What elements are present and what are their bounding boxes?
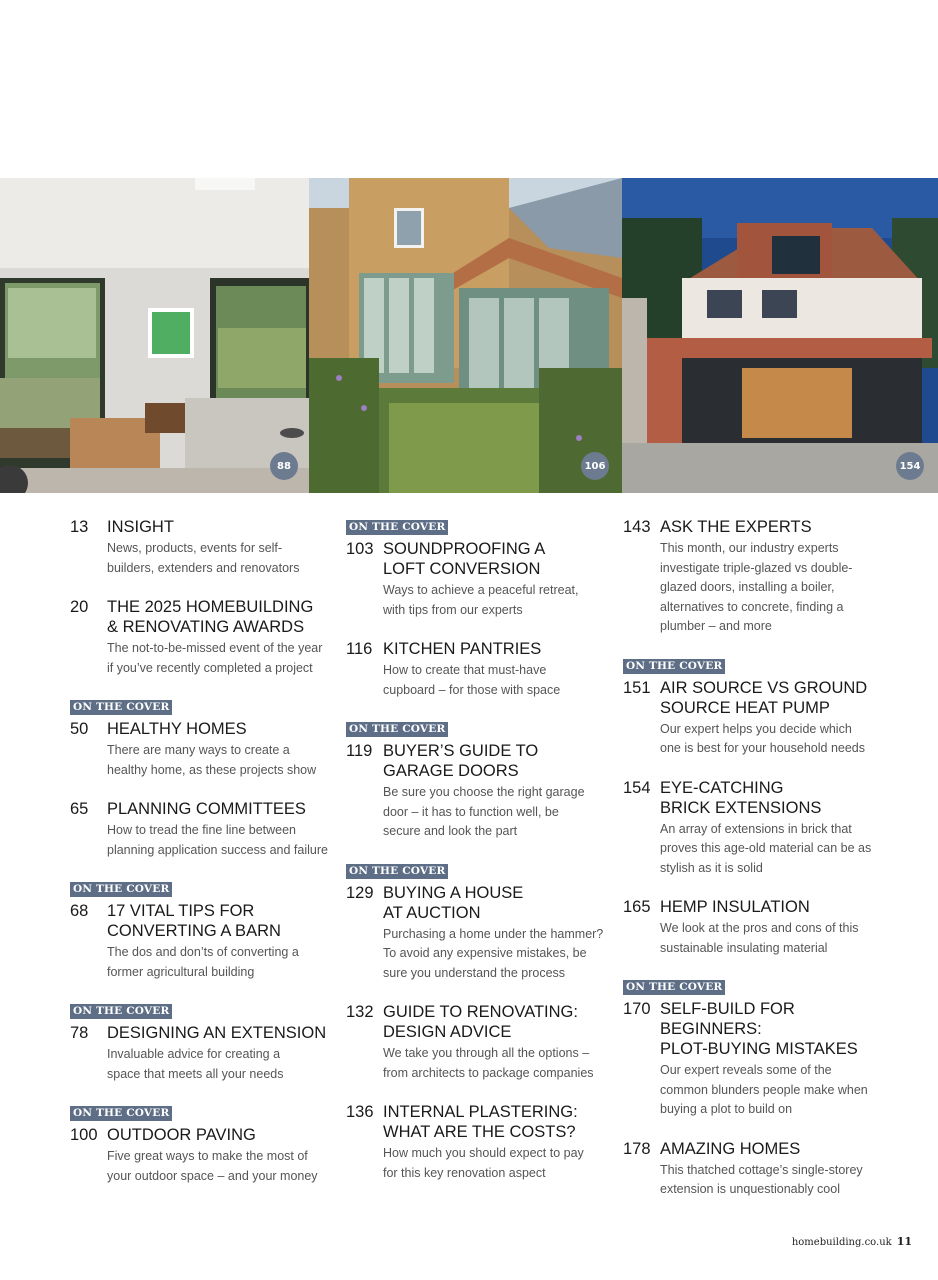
article-description: Ways to achieve a peaceful retreat, with tips from our experts	[383, 583, 579, 617]
contents-entry[interactable]	[70, 799, 332, 860]
page-number: 119	[346, 742, 373, 760]
on-the-cover-tag: ON THE COVER	[346, 864, 448, 879]
article-title: THE 2025 HOMEBUILDING & RENOVATING AWARDS	[107, 598, 314, 636]
page-number: 129	[346, 883, 374, 902]
page-number: 154	[623, 778, 651, 797]
contents-entry[interactable]	[346, 1102, 608, 1183]
contents-entry[interactable]	[346, 517, 608, 620]
article-title: PLANNING COMMITTEES	[107, 800, 306, 818]
page-number: 13	[70, 518, 89, 536]
article-description: Our expert reveals some of the common blunders people make when buying a plot to build on	[660, 1063, 868, 1116]
article-description: News, products, events for self- builders, extenders and renovators	[107, 541, 300, 575]
article-description: How to create that must-have cupboard – for those with space	[383, 663, 561, 697]
contents-entry[interactable]	[623, 656, 885, 759]
article-title: BUYING A HOUSE AT AUCTION	[383, 883, 524, 922]
article-description: An array of extensions in brick that proves this age-old material can be as stylish as it is solid	[660, 821, 872, 875]
article-description: Be sure you choose the right garage door – it has to function well, be secure and look the part	[383, 785, 585, 838]
article-title: AMAZING HOMES	[660, 1139, 801, 1158]
article-description: We take you through all the options – from architects to package companies	[383, 1046, 594, 1080]
article-description: How much you should expect to pay for this key renovation aspect	[383, 1146, 584, 1180]
contents-entry[interactable]	[623, 1139, 885, 1200]
page-number: 100	[70, 1126, 98, 1144]
article-description: The dos and don’ts of converting a former agricultural building	[107, 945, 299, 979]
page-number: 151	[623, 678, 651, 697]
article-title: HEALTHY HOMES	[107, 720, 247, 738]
article-description: Our expert helps you decide which one is best for your household needs	[660, 721, 865, 755]
interior-extension-photo	[0, 178, 309, 493]
contents-column-1	[70, 517, 332, 1205]
page-number: 165	[623, 898, 651, 916]
article-title: DESIGNING AN EXTENSION	[107, 1024, 327, 1042]
contents-entry[interactable]	[623, 977, 885, 1120]
article-title: EYE-CATCHING BRICK EXTENSIONS	[660, 778, 822, 817]
on-the-cover-tag: ON THE COVER	[70, 882, 172, 897]
contents-entry[interactable]	[346, 639, 608, 700]
contents-entry[interactable]	[70, 597, 332, 678]
on-the-cover-tag: ON THE COVER	[346, 722, 448, 737]
article-title: ASK THE EXPERTS	[660, 518, 812, 536]
contents-entry[interactable]	[70, 517, 332, 578]
article-title: HEMP INSULATION	[660, 898, 810, 916]
article-description: There are many ways to create a healthy home, as these projects show	[107, 743, 317, 777]
page-number: 68	[70, 902, 89, 920]
article-description: This month, our industry experts investigate triple-glazed vs double- glazed doors, installing a boiler, alternatives to concrete, finding a plumber – and more	[660, 541, 853, 633]
contents-column-3	[623, 517, 885, 1219]
article-description: Five great ways to make the most of your outdoor space – and your money	[107, 1149, 318, 1183]
page-number: 136	[346, 1103, 374, 1121]
contents-entry[interactable]	[623, 517, 885, 637]
contents-entry[interactable]	[623, 897, 885, 958]
page-number: 65	[70, 800, 89, 818]
page-footer	[792, 1235, 912, 1248]
contents-entry[interactable]	[623, 778, 885, 879]
article-title: KITCHEN PANTRIES	[383, 640, 542, 658]
article-description: This thatched cottage’s single-storey extension is unquestionably cool	[660, 1162, 863, 1196]
article-title: INSIGHT	[107, 518, 174, 536]
contents-entry[interactable]	[346, 719, 608, 842]
contents-entry[interactable]	[70, 697, 332, 780]
page-number: 50	[70, 720, 89, 738]
brick-extension-house-photo	[622, 178, 938, 493]
contents-entry[interactable]	[70, 879, 332, 982]
contents-entry[interactable]	[70, 1103, 332, 1186]
page-number: 116	[346, 640, 373, 658]
on-the-cover-tag: ON THE COVER	[346, 520, 448, 535]
page-number: 20	[70, 598, 89, 616]
on-the-cover-tag: ON THE COVER	[70, 1106, 172, 1121]
article-title: SOUNDPROOFING A LOFT CONVERSION	[383, 540, 546, 578]
article-description: Purchasing a home under the hammer? To avoid any expensive mistakes, be sure you understand the process	[383, 926, 604, 980]
on-the-cover-tag: ON THE COVER	[70, 1004, 172, 1019]
garden-room-extension-photo	[309, 178, 622, 493]
page-badge: 106	[581, 452, 609, 480]
article-title: SELF-BUILD FOR BEGINNERS: PLOT-BUYING MISTAKES	[660, 1000, 858, 1058]
footer-site: homebuilding.co.uk	[791, 1237, 892, 1248]
article-title: 17 VITAL TIPS FOR CONVERTING A BARN	[107, 902, 281, 940]
article-title: OUTDOOR PAVING	[107, 1126, 256, 1144]
article-description: The not-to-be-missed event of the year if you’ve recently completed a project	[107, 641, 323, 675]
article-title: GUIDE TO RENOVATING: DESIGN ADVICE	[383, 1003, 578, 1041]
page-badge: 88	[270, 452, 298, 480]
page-number: 132	[346, 1003, 374, 1021]
page-number: 178	[623, 1139, 651, 1158]
page-number: 78	[70, 1024, 89, 1042]
on-the-cover-tag: ON THE COVER	[623, 980, 725, 995]
page-badge: 154	[896, 452, 924, 480]
article-description: Invaluable advice for creating a space that meets all your needs	[107, 1047, 284, 1081]
on-the-cover-tag: ON THE COVER	[623, 659, 725, 674]
article-title: INTERNAL PLASTERING: WHAT ARE THE COSTS?	[383, 1103, 578, 1141]
article-title: AIR SOURCE VS GROUND SOURCE HEAT PUMP	[660, 678, 868, 717]
contents-column-2	[346, 517, 608, 1202]
contents-entry[interactable]	[346, 1002, 608, 1083]
page-number: 170	[623, 1000, 651, 1018]
article-description: How to tread the fine line between planning application success and failure	[107, 823, 328, 857]
page-number: 143	[623, 518, 651, 536]
page-number: 103	[346, 540, 374, 558]
article-description: We look at the pros and cons of this sustainable insulating material	[660, 921, 859, 955]
footer-page-number: 11	[896, 1235, 912, 1248]
on-the-cover-tag: ON THE COVER	[70, 700, 172, 715]
contents-entry[interactable]	[346, 861, 608, 984]
contents-entry[interactable]	[70, 1001, 332, 1084]
article-title: BUYER’S GUIDE TO GARAGE DOORS	[383, 742, 539, 780]
